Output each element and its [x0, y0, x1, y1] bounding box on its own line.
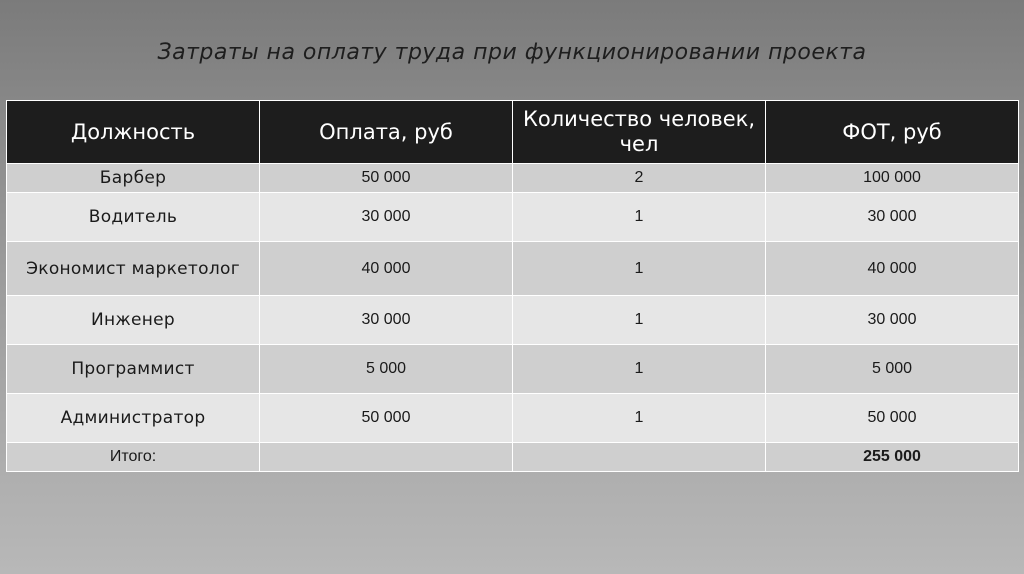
table-row	[7, 242, 1019, 296]
cell-pay: 40 000	[260, 242, 513, 296]
cell-count: 1	[513, 296, 766, 345]
table-row	[7, 296, 1019, 345]
cell-pay: 5 000	[260, 345, 513, 394]
cell-count: 1	[513, 242, 766, 296]
cell-position: Водитель	[7, 193, 260, 242]
cell-pay: 50 000	[260, 164, 513, 193]
total-value: 255 000	[766, 443, 1019, 472]
cell-count: 1	[513, 345, 766, 394]
cell-pay: 30 000	[260, 193, 513, 242]
header-position: Должность	[7, 101, 260, 164]
cell-fot: 40 000	[766, 242, 1019, 296]
cell-count: 1	[513, 394, 766, 443]
cell-position: Программист	[7, 345, 260, 394]
table-row	[7, 345, 1019, 394]
total-label: Итого:	[7, 443, 260, 472]
header-fot: ФОТ, руб	[766, 101, 1019, 164]
table-row	[7, 164, 1019, 193]
cell-count: 1	[513, 193, 766, 242]
cell-position: Администратор	[7, 394, 260, 443]
cell-position: Инженер	[7, 296, 260, 345]
cell-position: Барбер	[7, 164, 260, 193]
labor-cost-table	[6, 100, 1019, 472]
table-row	[7, 394, 1019, 443]
cell-pay: 50 000	[260, 394, 513, 443]
cell-position: Экономист маркетолог	[7, 242, 260, 296]
cell-fot: 100 000	[766, 164, 1019, 193]
cell-fot: 5 000	[766, 345, 1019, 394]
total-empty-cell	[513, 443, 766, 472]
header-count: Количество человек, чел	[513, 101, 766, 164]
table-header-row	[7, 101, 1019, 164]
slide-title: Затраты на оплату труда при функционировании проекта	[157, 40, 867, 65]
cell-fot: 50 000	[766, 394, 1019, 443]
cell-count: 2	[513, 164, 766, 193]
total-empty-cell	[260, 443, 513, 472]
cell-fot: 30 000	[766, 193, 1019, 242]
total-row	[7, 443, 1019, 472]
table-row	[7, 193, 1019, 242]
cell-pay: 30 000	[260, 296, 513, 345]
header-pay: Оплата, руб	[260, 101, 513, 164]
cell-fot: 30 000	[766, 296, 1019, 345]
